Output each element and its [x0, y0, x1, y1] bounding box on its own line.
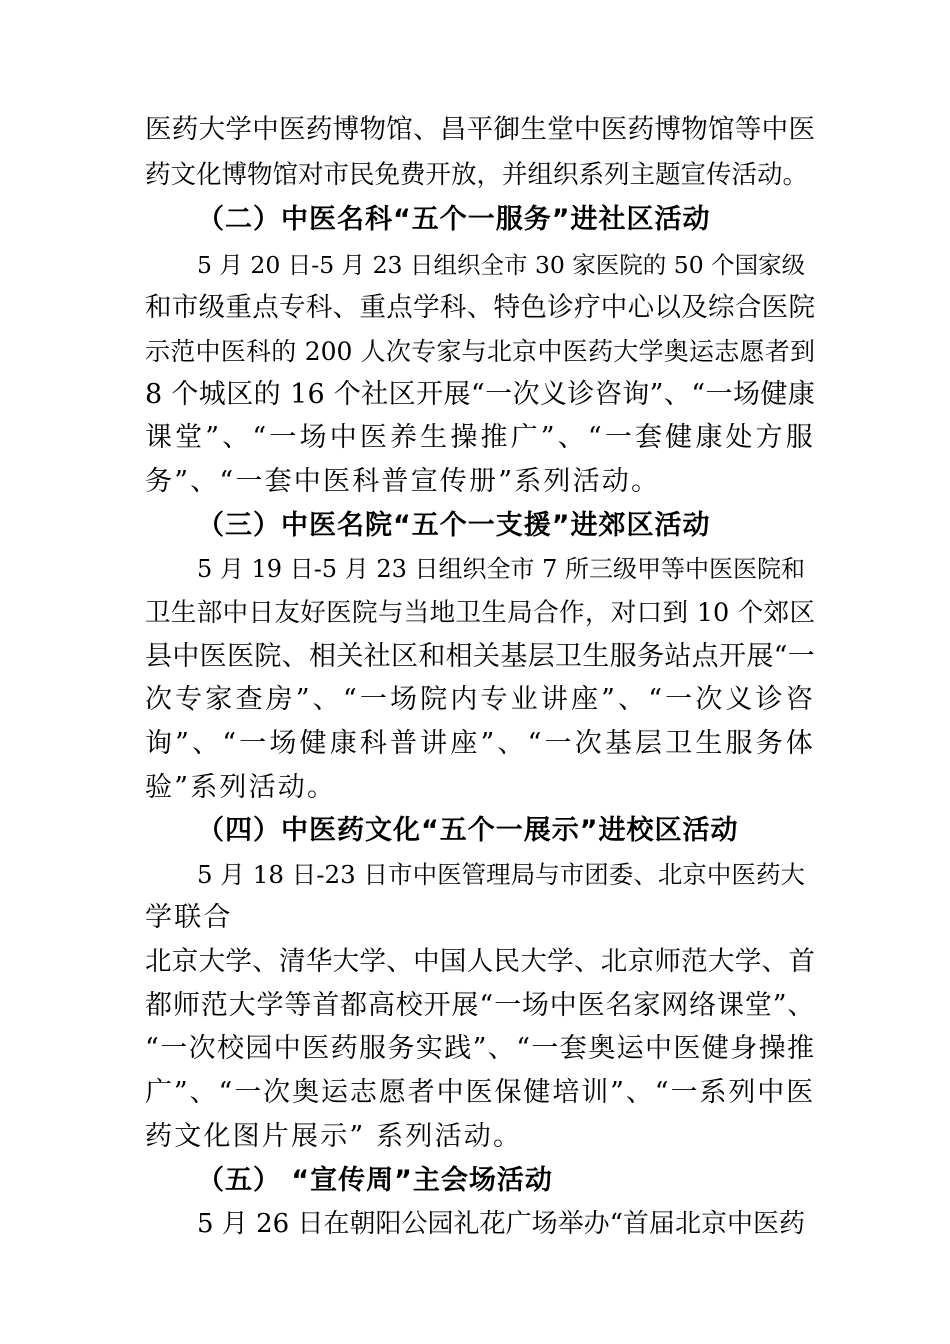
paragraph-line: 课堂”、“一场中医养生操推广”、“一套健康处方服: [145, 422, 815, 453]
paragraph-line: 验”系列活动。: [145, 772, 337, 803]
paragraph-line: 5 月 20 日-5 月 23 日组织全市 30 家医院的 50 个国家级: [197, 251, 806, 279]
paragraph-line: 示范中医科的 200 人次专家与北京中医药大学奥运志愿者到: [145, 337, 815, 366]
section-heading-4: （四）中医药文化“五个一展示”进校区活动: [197, 815, 739, 846]
paragraph-line: 5 月 19 日-5 月 23 日组织全市 7 所三级甲等中医医院和: [197, 555, 806, 583]
paragraph-line: 县中医医院、相关社区和相关基层卫生服务站点开展“一: [145, 641, 815, 672]
paragraph-line: 5 月 18 日-23 日市中医管理局与市团委、北京中医药大: [197, 860, 805, 889]
paragraph-line: 广”、“一次奥运志愿者中医保健培训”、“一系列中医: [145, 1077, 815, 1108]
paragraph-line: 都师范大学等首都高校开展“一场中医名家网络课堂”、: [145, 990, 815, 1021]
section-heading-5: （五） “宣传周”主会场活动: [197, 1165, 553, 1196]
paragraph-line: 学联合: [145, 902, 233, 933]
paragraph-line: 8 个城区的 16 个社区开展“一次义诊咨询”、“一场健康: [145, 379, 815, 410]
paragraph-line: 次专家查房”、“一场院内专业讲座”、“一次义诊咨: [145, 684, 815, 715]
paragraph-line: “一次校园中医药服务实践”、“一套奥运中医健身操推: [145, 1033, 816, 1064]
paragraph-line: 询”、“一场健康科普讲座”、“一次基层卫生服务体: [145, 728, 815, 759]
section-heading-2: （二）中医名科“五个一服务”进社区活动: [197, 204, 711, 235]
paragraph-line: 务”、“一套中医科普宣传册”系列活动。: [145, 466, 661, 497]
paragraph-line: 和市级重点专科、重点学科、特色诊疗中心以及综合医院: [145, 292, 815, 323]
section-heading-3: （三）中医名院“五个一支援”进郊区活动: [197, 510, 711, 541]
paragraph-line: 药文化博物馆对市民免费开放，并组织系列主题宣传活动。: [145, 160, 809, 190]
paragraph-line: 卫生部中日友好医院与当地卫生局合作，对口到 10 个郊区: [145, 598, 815, 628]
paragraph-line: 北京大学、清华大学、中国人民大学、北京师范大学、首: [145, 946, 815, 977]
paragraph-line: 5 月 26 日在朝阳公园礼花广场举办“首届北京中医药: [197, 1209, 805, 1239]
paragraph-line: 医药大学中医药博物馆、昌平御生堂中医药博物馆等中医: [145, 114, 815, 145]
paragraph-line: 药文化图片展示” 系列活动。: [145, 1121, 523, 1152]
